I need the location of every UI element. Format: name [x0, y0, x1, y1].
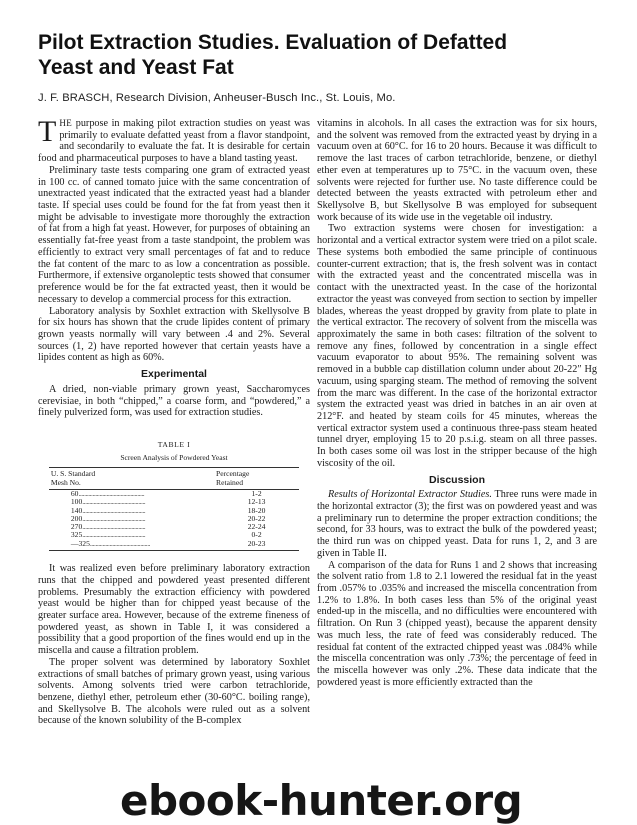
table-cell-mesh [49, 531, 214, 539]
table-cell-pct: 1-2 [251, 489, 262, 498]
table-cell-mesh [49, 507, 214, 515]
intro-paragraph [38, 118, 310, 165]
paragraph-taste-tests: Preliminary taste tests comparing one gram of extracted yeast in 100 cc. of canned tomato juice with the same concentration of unextracted yeast indicated that the extracted yeast had a blander taste. If special uses could be found for the fat from yeast then it might be advisable to investigate more thoroughly the extraction of fat from a high fat yeast. However, for purposes of obtaining an essentially fat-free yeast from a taste standpoint, the problem was efficiently to extract very small percentages of fat and to reduce the fat content of the marc to as low a concentration as possible. Furthermore, if extensive organoleptic tests showed that consumer preference would be for the fat extracted yeast, then it would be necessary to develop a commercial process for this extraction. [38, 164, 310, 305]
screen-analysis-table [49, 467, 299, 551]
leader-dots: ............................................... [78, 489, 145, 498]
table-cell-mesh [49, 540, 214, 551]
leader-dots: ............................................. [82, 506, 146, 515]
mesh-value: 270 [70, 523, 83, 532]
table-screen-analysis [38, 439, 310, 551]
mesh-value: 100 [70, 498, 83, 507]
paragraph-lab-analysis: Laboratory analysis by Soxhlet extraction with Skellysolve B for six hours has shown that the crude lipides content of primary grown yeasts normally will vary between .4 and 2%. Several sources (1, 2) have reported however that certain yeasts have a lipides content as high as 60%. [38, 305, 310, 364]
table-cell-pct: 20-22 [247, 513, 266, 523]
table-header-percentage [214, 468, 299, 490]
mesh-value: 140 [70, 506, 83, 515]
table-row [49, 540, 299, 551]
mesh-value: 60 [70, 489, 79, 498]
paragraph-solvent-selection: The proper solvent was determined by laboratory Soxhlet extractions of small batches of primary grown yeast, using various solvents. Among solvents tried were carbon tetrachloride, benzene, diethyl ether, petroleum ether (30-60°C. boiling range), and Skellysolve B. The alcohols were ruled out as a solvent because of the known solubility of the B-complex [38, 656, 310, 727]
paragraph-horizontal-results [317, 489, 597, 559]
right-column [317, 118, 597, 818]
leader-dots: ............................................. [82, 531, 146, 540]
table-subcaption: Screen Analysis of Powdered Yeast [120, 452, 228, 462]
table-caption: TABLE I [157, 439, 191, 449]
table-cell-mesh [49, 498, 214, 506]
paragraph-chipped-vs-powdered: It was realized even before preliminary laboratory extraction runs that the chipped and powdered yeast presented different problems. Presumably the extraction efficiency with powdered yeast would be higher than for chipped yeast because of the greater surface area. However, because of the extreme fineness of powdered yeast, as shown in Table I, it was considered a possibility that a good proportion of the fines would end up in the miscella and cause a filtration problem. [38, 563, 310, 657]
table-cell-pct: 12-13 [247, 497, 266, 507]
table-header-mesh-line2: Mesh No. [50, 477, 81, 487]
article-title: Pilot Extraction Studies. Evaluation of Defatted Yeast and Yeast Fat [38, 31, 508, 79]
mesh-value: 200 [70, 514, 83, 523]
paragraph-extraction-systems: Two extraction systems were chosen for investigation: a horizontal and a vertical extractor system were tried on a pilot scale. These systems both embodied the same principle of continuous counter-current extraction; that is, the fresh solvent was in contact with the extracted yeast and the concentrated miscella was in contact with the unextracted yeast. In the case of the horizontal extractor the yeast was conveyed from section to section by impeller blades, whereas the yeast dropped by gravity from plate to plate in the vertical extractor. The recovery of solvent from the miscella was approximately the same in both cases: filtration of the solvent to remove any fines, followed by concentration in a single effect vacuum evaporator to about 95%. The remaining solvent was removed in a bubble cap distillation column under about 20-22″ Hg vacuum, using sparging steam. The method of removing the solvent from the marc was different. In the case of the horizontal extractor system the extracted yeast was dried in batches in an air oven at 212°F. and heated by steam coils for 45 minutes, whereas the vertical extractor system used a continuous three-pass steam heated tunnel dryer, employing 15 to 20 p.s.i.g. steam on all three passes. In both cases some oil was lost in the stripper because of the high viscosity of the oil. [317, 223, 597, 469]
table-cell-mesh [49, 515, 214, 523]
paragraph-solvent-continued: vitamins in alcohols. In all cases the extraction was for six hours, and the solvent was removed from the extracted yeast by drying in a vacuum oven at 60°C. for 16 to 20 hours. Because it was difficult to remove the last traces of carbon tetrachloride, benzene, or diethyl ether even at temperatures up to 75°C. in the vacuum oven, these solvents were rejected for further use. No taste difference could be detected between the yeasts extracted with petroleum ether and Skellysolve B, but Skellysolve B was employed for subsequent work because of its wide use in the vegetable oil industry. [317, 118, 597, 223]
table-cell-pct: 22-24 [247, 522, 266, 532]
watermark-logo: ebook-hunter.org [120, 776, 523, 825]
drop-cap: T [38, 118, 57, 148]
left-column [38, 118, 310, 818]
table-header-pct-line1: Percentage [216, 469, 250, 479]
results-subheading: Results of Horizontal Extractor Studies. [328, 489, 492, 501]
table-header-pct-line2: Retained [216, 477, 244, 487]
table-cell-mesh [49, 523, 214, 531]
table-cell-pct: 20-23 [214, 540, 299, 551]
leader-dots: ............................................. [82, 523, 146, 532]
paragraph-run-comparison: A comparison of the data for Runs 1 and 2 shows that increasing the solvent ratio from 1.8 to 2.1 lowered the residual fat in the yeast from .057% to .035% and increased the miscella concentration from 1.2% to 1.8%. In both cases less than 5% of the original yeast ended-up in the miscella, and no difficulties were encountered with filtration. On Run 3 (chipped yeast), because the apparent density was much less, the rate of feed was considerably reduced. The residual fat content of the extracted chipped yeast was .084% while the miscella concentration was only .73%; the percentage of feed in the miscella however was only .2%. These data indicate that the powdered yeast is more efficiently extracted than the [317, 559, 597, 688]
table-header-mesh [49, 468, 214, 490]
results-text: Three runs were made in the horizontal extractor (3); the first was on powdered yeast and was a preliminary run to determine the proper extraction conditions; the second, for 33 hours, was to extract the bulk of the powdered yeast; the third run was on chipped yeast. Data for runs 1, 2, and 3 are given in Table II. [317, 489, 597, 559]
intro-smallcaps: HE [59, 118, 73, 128]
table-cell-pct: 0-2 [251, 530, 262, 540]
paragraph-yeast-description: A dried, non-viable primary grown yeast, Saccharomyces cerevisiae, in both “chipped,” a coarse form, and “powdered,” a finely pulverized form, was used for extraction studies. [38, 383, 310, 419]
author-line: J. F. BRASCH, Research Division, Anheuser-Busch Inc., St. Louis, Mo. [38, 92, 396, 104]
intro-text: purpose in making pilot extraction studies on yeast was primarily to evaluate defatted yeast from a flavor standpoint, and secondarily to evaluate the fat. It is desirable for certain food and pharmaceutical purposes to have a bland tasting yeast. [38, 118, 310, 165]
mesh-value: 325 [70, 531, 83, 540]
section-heading-discussion: Discussion [428, 473, 486, 486]
table-header-mesh-line1: U. S. Standard [50, 469, 96, 479]
section-heading-experimental: Experimental [141, 368, 207, 381]
leader-dots: ........................................... [89, 539, 150, 548]
table-cell-mesh [49, 490, 214, 499]
leader-dots: ............................................. [82, 498, 146, 507]
table-cell-pct: 18-20 [247, 505, 266, 515]
table-header-row [49, 468, 299, 490]
leader-dots: ............................................. [82, 514, 146, 523]
mesh-value: —325 [70, 539, 90, 548]
